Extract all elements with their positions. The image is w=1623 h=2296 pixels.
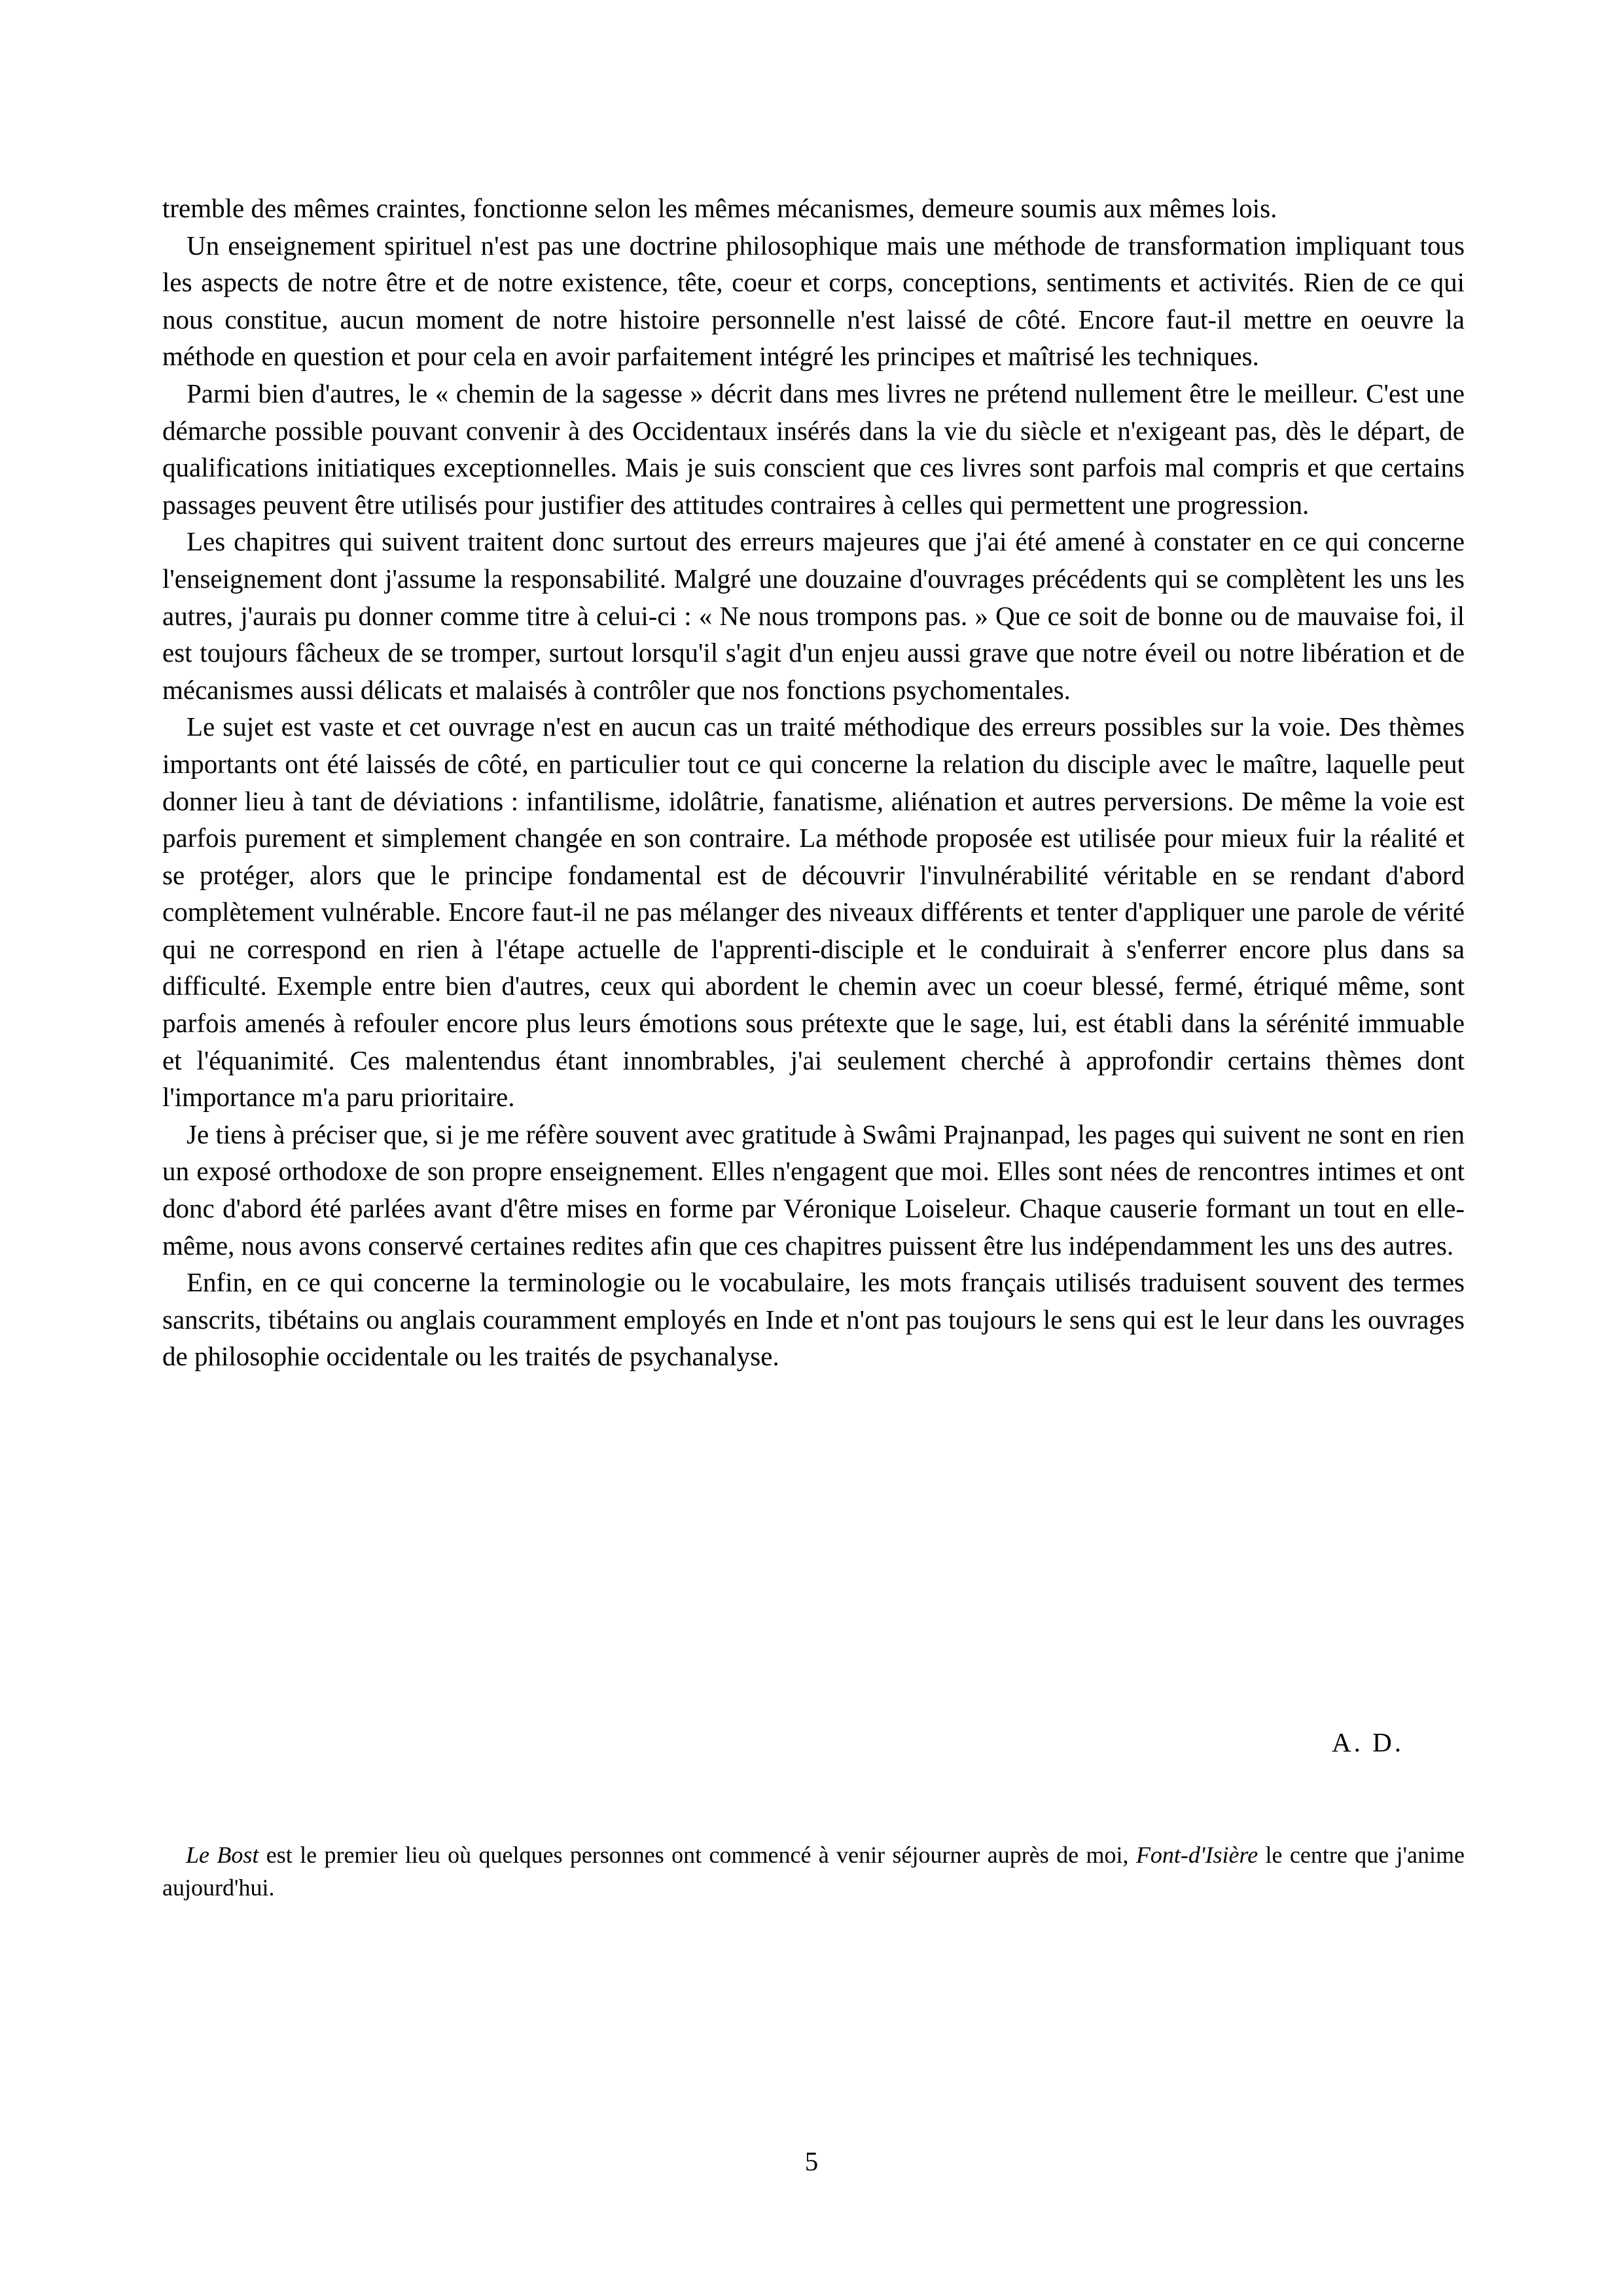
- author-signature: A. D.: [1332, 1727, 1404, 1757]
- page-number: 5: [804, 2146, 819, 2176]
- footnote-text-end: le centre que j'anime aujourd'hui.: [162, 1842, 1465, 1901]
- main-text: [162, 190, 1465, 1375]
- paragraph: Je tiens à préciser que, si je me réfère souvent avec gratitude à Swâmi Prajnanpad, les pages qui suivent ne sont en rien un exposé orthodoxe de son propre enseignement. Elles n'engagent que moi. Elles sont nées de rencontres intimes et ont donc d'abord été parlées avant d'être mises en forme par Véronique Loiseleur. Chaque causerie formant un tout en elle-même, nous avons conservé certaines redites afin que ces chapitres puissent être lus indépendamment les uns des autres.: [162, 1119, 1465, 1261]
- paragraph: Le sujet est vaste et cet ouvrage n'est en aucun cas un traité méthodique des erreurs possibles sur la voie. Des thèmes importants ont été laissés de côté, en particulier tout ce qui concerne la relation du disciple avec le maître, laquelle peut donner lieu à tant de déviations : infantilisme, idolâtrie, fanatisme, aliénation et autres perversions. De même la voie est parfois purement et simplement changée en son contraire. La méthode proposée est utilisée pour mieux fuir la réalité et se protéger, alors que le principe fondamental est de découvrir l'invulnérabilité véritable en se rendant d'abord complètement vulnérable. Encore faut-il ne pas mélanger des niveaux différents et tenter d'appliquer une parole de vérité qui ne correspond en rien à l'étape actuelle de l'apprenti-disciple et le conduirait à s'enferrer encore plus dans sa difficulté. Exemple entre bien d'autres, ceux qui abordent le chemin avec un coeur blessé, fermé, étriqué même, sont parfois amenés à refouler encore plus leurs émotions sous prétexte que le sage, lui, est établi dans la sérénité immuable et l'équanimité. Ces malentendus étant innombrables, j'ai seulement cherché à approfondir certains thèmes dont l'importance m'a paru prioritaire.: [162, 711, 1465, 1113]
- footnote-place-font-disiere: Font-d'Isière: [1135, 1842, 1258, 1868]
- footnote-place-le-bost: Le Bost: [186, 1842, 259, 1868]
- paragraph: Les chapitres qui suivent traitent donc surtout des erreurs majeures que j'ai été amené à constater en ce qui concerne l'enseignement dont j'assume la responsabilité. Malgré une douzaine d'ouvrages précédents qui se complètent les uns les autres, j'aurais pu donner comme titre à celui-ci : « Ne nous trompons pas. » Que ce soit de bonne ou de mauvaise foi, il est toujours fâcheux de se tromper, surtout lorsqu'il s'agit d'un enjeu aussi grave que notre éveil ou notre libération et de mécanismes aussi délicats et malaisés à contrôler que nos fonctions psychomentales.: [162, 526, 1465, 705]
- paragraph: Parmi bien d'autres, le « chemin de la sagesse » décrit dans mes livres ne prétend nullement être le meilleur. C'est une démarche possible pouvant convenir à des Occidentaux insérés dans la vie du siècle et n'exigeant pas, dès le départ, de qualifications initiatiques exceptionnelles. Mais je suis conscient que ces livres sont parfois mal compris et que certains passages peuvent être utilisés pour justifier des attitudes contraires à celles qui permettent une progression.: [162, 378, 1465, 520]
- paragraph: Enfin, en ce qui concerne la terminologie ou le vocabulaire, les mots français utilisés traduisent souvent des termes sanscrits, tibétains ou anglais couramment employés en Inde et n'ont pas toujours le sens qui est le leur dans les ouvrages de philosophie occidentale ou les traités de psychanalyse.: [162, 1267, 1465, 1372]
- footnote-text: est le premier lieu où quelques personnes ont commencé à venir séjourner auprès de moi,: [259, 1842, 1136, 1868]
- paragraph: Un enseignement spirituel n'est pas une doctrine philosophique mais une méthode de transformation impliquant tous les aspects de notre être et de notre existence, tête, coeur et corps, conceptions, sentiments et activités. Rien de ce qui nous constitue, aucun moment de notre histoire personnelle n'est laissé de côté. Encore faut-il mettre en oeuvre la méthode en question et pour cela en avoir parfaitement intégré les principes et maîtrisé les techniques.: [162, 230, 1465, 372]
- paragraph-continuation: tremble des mêmes craintes, fonctionne selon les mêmes mécanismes, demeure soumis aux mêmes lois.: [162, 193, 1277, 223]
- footnote: [162, 1839, 1465, 1904]
